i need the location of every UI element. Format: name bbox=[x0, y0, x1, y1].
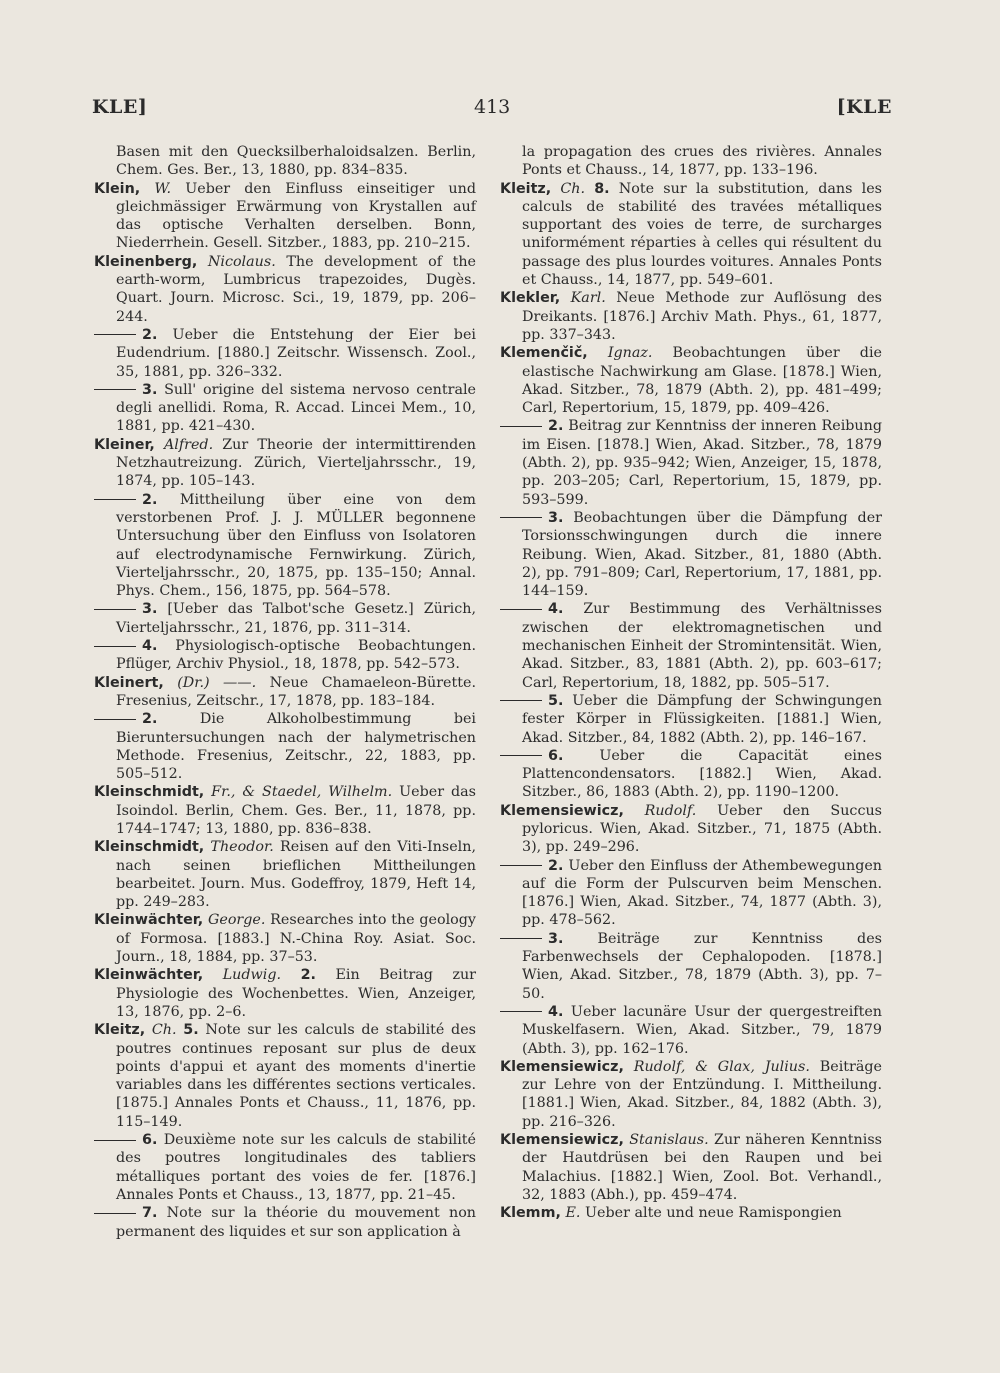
entry-text: Ueber die Capacität eines Plattencondensators. [1882.] Wien, Akad. Sitzber., 86, 1883 (Abth. 2), pp. 1190–1200. bbox=[522, 747, 882, 801]
entry-text: Deuxième note sur les calculs de stabilité des poutres longitudinales des tabliers métalliques portant des voies de fer. [1876.] Annales Ponts et Chauss., 13, 1877, pp. 21–45. bbox=[116, 1132, 476, 1203]
entry-number: 2. bbox=[548, 857, 564, 874]
author-given-name: Alfred. bbox=[163, 436, 214, 453]
author-given-name: George. bbox=[207, 912, 266, 929]
entry-number: 5. bbox=[548, 692, 564, 709]
bibliography-entry bbox=[500, 857, 882, 930]
bibliography-entry bbox=[94, 253, 476, 326]
bibliography-entry bbox=[94, 710, 476, 783]
entry-number: 6. bbox=[548, 747, 564, 764]
author-name: Kleitz, bbox=[500, 180, 552, 197]
author-given-name: Ch. bbox=[151, 1022, 177, 1039]
entry-text: Note sur les calculs de stabilité des poutres continues reposant sur plus de deux points d'appui et ayant des moments d'inertie variables dans les différentes sections verticales. [1875.] Annales Ponts et Chauss., 11, 1876, pp. 115–149. bbox=[116, 1022, 476, 1130]
entry-text: Neue Chamaeleon-Bürette. Fresenius, Zeitschr., 17, 1878, pp. 183–184. bbox=[116, 674, 476, 709]
left-column bbox=[94, 143, 476, 1241]
entry-text: Ueber den Einfluss der Athembewegungen auf die Form der Pulscurven beim Menschen. [1876.] Wien, Akad. Sitzber., 74, 1877 (Abth. 3), pp. 478–562. bbox=[522, 857, 883, 929]
entry-number: 3. bbox=[548, 930, 564, 947]
author-given-name: Stanislaus. bbox=[629, 1132, 709, 1149]
entry-text: Reisen auf den Viti-Inseln, nach seinen brieflichen Mittheilungen bearbeitet. Journ. Mus. Godeffroy, 1879, Heft 14, pp. 249–283. bbox=[116, 839, 477, 911]
bibliography-entry bbox=[500, 692, 882, 747]
ditto-dash bbox=[94, 609, 136, 610]
bibliography-entry bbox=[94, 1131, 476, 1204]
author-name: Klemensiewicz, bbox=[500, 802, 624, 819]
entry-number: 3. bbox=[142, 601, 158, 618]
author-given-name: W. bbox=[154, 180, 172, 197]
entry-text: Note sur la substitution, dans les calculs de stabilité des travées métalliques supportant des voies de terre, de surcharges uniformément réparties à celles qui résultent du passage des plus lourdes voitures. Annales Ponts et Chauss., 14, 1877, pp. 549–601. bbox=[522, 180, 882, 289]
author-given-name: Fr., & Staedel, Wilhelm. bbox=[211, 784, 393, 801]
entry-number: 2. bbox=[142, 711, 158, 728]
bibliography-entry bbox=[500, 802, 882, 857]
entry-text: Sull' origine del sistema nervoso centrale degli anellidi. Roma, R. Accad. Lincei Mem., 10, 1881, pp. 421–430. bbox=[116, 381, 477, 435]
ditto-dash bbox=[500, 1011, 542, 1012]
bibliography-entry bbox=[500, 1204, 882, 1222]
bibliography-entry bbox=[500, 180, 882, 290]
entry-text: Note sur la théorie du mouvement non permanent des liquides et sur son application à bbox=[116, 1205, 477, 1240]
author-given-name: Ignaz. bbox=[607, 345, 653, 362]
entry-number: 3. bbox=[548, 509, 564, 526]
entry-text: Die Alkoholbestimmung bei Bieruntersuchungen nach der halymetrischen Methode. Fresenius, Zeitschr., 22, 1883, pp. 505–512. bbox=[116, 711, 477, 783]
entry-text: la propagation des crues des rivières. Annales Ponts et Chauss., 14, 1877, pp. 133–196. bbox=[522, 144, 882, 179]
ditto-dash bbox=[500, 426, 542, 427]
author-name: Kleinschmidt, bbox=[94, 784, 205, 801]
entry-text: Zur näheren Kenntniss der Hautdrüsen bei den Raupen und bei Malachius. [1882.] Wien, Zool. Bot. Verhandl., 32, 1883 (Abh.), pp. 459–474. bbox=[522, 1132, 883, 1203]
running-header bbox=[92, 96, 892, 124]
author-given-name: Nicolaus. bbox=[207, 253, 276, 270]
author-name: Kleinenberg, bbox=[94, 253, 198, 270]
author-name: Kleinwächter, bbox=[94, 967, 204, 984]
entry-text: Ein Beitrag zur Physiologie des Wochenbettes. Wien, Anzeiger, 13, 1876, pp. 2–6. bbox=[116, 967, 477, 1020]
ditto-dash bbox=[94, 719, 136, 720]
entry-text: Beiträge zur Kenntniss des Farbenwechsels der Cephalopoden. [1878.] Wien, Akad. Sitzber., 78, 1879 (Abth. 3), pp. 7–50. bbox=[522, 930, 883, 1002]
entry-text: Ueber den Einfluss einseitiger und gleichmässiger Erwärmung von Krystallen auf das optische Verhalten derselben. Bonn, Niederrhein. Gesell. Sitzber., 1883, pp. 210–215. bbox=[116, 180, 477, 252]
entry-number: 5. bbox=[183, 1022, 199, 1039]
author-name: Klemensiewicz, bbox=[500, 1058, 624, 1075]
ditto-dash bbox=[94, 1140, 136, 1141]
ditto-dash bbox=[500, 865, 542, 866]
entry-text: Ueber die Dämpfung der Schwingungen fester Körper in Flüssigkeiten. [1881.] Wien, Akad. Sitzber., 84, 1882 (Abth. 2), pp. 146–167. bbox=[522, 692, 882, 746]
ditto-dash bbox=[94, 499, 136, 500]
bibliography-entry bbox=[94, 966, 476, 1021]
author-given-name: (Dr.) ——. bbox=[177, 674, 257, 691]
entry-text: Zur Theorie der intermittirenden Netzhautreizung. Zürich, Vierteljahrsschr., 19, 1874, pp. 105–143. bbox=[116, 436, 477, 490]
bibliography-entry bbox=[94, 180, 476, 253]
bibliography-entry bbox=[94, 783, 476, 838]
author-given-name: Rudolf, & Glax, Julius. bbox=[633, 1058, 810, 1075]
ditto-dash bbox=[500, 700, 542, 701]
page-number: 413 bbox=[474, 96, 511, 118]
bibliography-entry bbox=[94, 436, 476, 491]
bibliography-entry bbox=[500, 1058, 882, 1131]
author-given-name: Rudolf. bbox=[644, 802, 697, 819]
bibliography-entry bbox=[94, 143, 476, 180]
entry-number: 8. bbox=[594, 180, 610, 197]
ditto-dash bbox=[500, 517, 542, 518]
entry-text: Ueber lacunäre Usur der quergestreiften Muskelfasern. Wien, Akad. Sitzber., 79, 1879 (Abth. 3), pp. 162–176. bbox=[522, 1003, 883, 1057]
entry-number: 4. bbox=[548, 601, 564, 618]
entry-number: 6. bbox=[142, 1132, 158, 1149]
entry-text: Neue Methode zur Auflösung des Dreikants. [1876.] Archiv Math. Phys., 61, 1877, pp. 337–343. bbox=[522, 290, 883, 343]
header-left: KLE] bbox=[92, 96, 148, 118]
entry-text: Beitrag zur Kenntniss der inneren Reibung im Eisen. [1878.] Wien, Akad. Sitzber., 78, 1879 (Abth. 2), pp. 935–942; Wien, Anzeiger, 15, 1878, pp. 203–205; Carl, Repertorium, 15, 1879, pp. 593–599. bbox=[522, 418, 882, 508]
ditto-dash bbox=[94, 389, 136, 390]
entry-number: 7. bbox=[142, 1205, 158, 1222]
ditto-dash bbox=[94, 646, 136, 647]
bibliography-entry bbox=[500, 930, 882, 1003]
entry-text: Ueber die Entstehung der Eier bei Eudendrium. [1880.] Zeitschr. Wissensch. Zool., 35, 1881, pp. 326–332. bbox=[116, 326, 476, 380]
entry-number: 2. bbox=[142, 326, 158, 343]
bibliography-entry bbox=[94, 491, 476, 601]
entry-text: Beiträge zur Lehre von der Entzündung. I. Mittheilung. [1881.] Wien, Akad. Sitzber., 84, 1882 (Abth. 3), pp. 216–326. bbox=[522, 1058, 883, 1130]
entry-text: Ueber das Isoindol. Berlin, Chem. Ges. Ber., 11, 1878, pp. 1744–1747; 13, 1880, pp. 836–838. bbox=[116, 784, 476, 837]
entry-number: 3. bbox=[142, 381, 158, 398]
bibliography-entry bbox=[94, 600, 476, 637]
entry-text: Beobachtungen über die elastische Nachwirkung am Glase. [1878.] Wien, Akad. Sitzber., 78, 1879 (Abth. 2), pp. 481–499; Carl, Repertorium, 15, 1879, pp. 409–426. bbox=[522, 345, 882, 417]
ditto-dash bbox=[500, 938, 542, 939]
author-name: Kleinwächter, bbox=[94, 912, 204, 929]
entry-number: 2. bbox=[300, 967, 316, 984]
header-right: [KLE bbox=[836, 96, 892, 118]
bibliography-entry bbox=[500, 1003, 882, 1058]
author-name: Klemensiewicz, bbox=[500, 1132, 624, 1149]
author-name: Klemm, bbox=[500, 1205, 561, 1222]
bibliography-entry bbox=[500, 344, 882, 417]
bibliography-entry bbox=[500, 747, 882, 802]
ditto-dash bbox=[500, 609, 542, 610]
entry-text: [Ueber das Talbot'sche Gesetz.] Zürich, Vierteljahrsschr., 21, 1876, pp. 311–314. bbox=[116, 601, 477, 636]
entry-text: Ueber alte und neue Ramispongien bbox=[584, 1205, 842, 1222]
entry-text: Basen mit den Quecksilberhaloidsalzen. Berlin, Chem. Ges. Ber., 13, 1880, pp. 834–835. bbox=[116, 144, 476, 179]
bibliography-entry bbox=[500, 1131, 882, 1204]
bibliography-entry bbox=[94, 674, 476, 711]
bibliography-entry bbox=[94, 1021, 476, 1131]
ditto-dash bbox=[94, 334, 136, 335]
bibliography-entry bbox=[500, 143, 882, 180]
author-name: Klemenčič, bbox=[500, 345, 588, 362]
author-name: Kleinert, bbox=[94, 674, 164, 691]
author-given-name: Theodor. bbox=[210, 839, 274, 856]
entry-number: 4. bbox=[142, 638, 158, 655]
bibliography-entry bbox=[500, 417, 882, 508]
ditto-dash bbox=[500, 755, 542, 756]
bibliography-entry bbox=[94, 911, 476, 966]
entry-text: Mittheilung über eine von dem verstorbenen Prof. J. J. MÜLLER begonnene Untersuchung über den Einfluss von Isolatoren auf electrodynamische Fernwirkung. Zürich, Vierteljahrsschr., 20, 1875, pp. 135–150; Annal. Phys. Chem., 156, 1875, pp. 564–578. bbox=[116, 491, 476, 600]
ditto-dash bbox=[94, 1213, 136, 1214]
entry-text: Physiologisch-optische Beobachtungen. Pflüger, Archiv Physiol., 18, 1878, pp. 542–573. bbox=[116, 638, 476, 673]
bibliography-entry bbox=[94, 838, 476, 911]
entry-text: Zur Bestimmung des Verhältnisses zwischen der elektromagnetischen und mechanischen Einheit der Stromintensität. Wien, Akad. Sitzber., 83, 1881 (Abth. 2), pp. 603–617; Carl, Repertorium, 18, 1882, pp. 505–517. bbox=[522, 601, 882, 691]
author-given-name: E. bbox=[565, 1205, 581, 1222]
bibliography-entry bbox=[500, 600, 882, 691]
author-given-name: Ludwig. bbox=[222, 967, 282, 984]
entry-text: The development of the earth-worm, Lumbricus trapezoides, Dugès. Quart. Journ. Microsc. Sci., 19, 1879, pp. 206–244. bbox=[116, 253, 477, 325]
author-name: Kleinschmidt, bbox=[94, 839, 205, 856]
author-name: Kleitz, bbox=[94, 1022, 146, 1039]
entry-number: 2. bbox=[142, 491, 158, 508]
author-name: Klein, bbox=[94, 180, 141, 197]
entry-text: Researches into the geology of Formosa. [1883.] N.-China Roy. Asiat. Soc. Journ., 18, 1884, pp. 37–53. bbox=[116, 912, 476, 966]
entry-text: Beobachtungen über die Dämpfung der Torsionsschwingungen durch die innere Reibung. Wien, Akad. Sitzber., 81, 1880 (Abth. 2), pp. 791–809; Carl, Repertorium, 17, 1881, pp. 144–159. bbox=[522, 509, 883, 600]
bibliography-entry bbox=[94, 1204, 476, 1241]
entry-text: Ueber den Succus pyloricus. Wien, Akad. Sitzber., 71, 1875 (Abth. 3), pp. 249–296. bbox=[522, 802, 882, 856]
bibliography-entry bbox=[94, 381, 476, 436]
bibliography-entry bbox=[94, 637, 476, 674]
bibliography-entry bbox=[500, 509, 882, 600]
bibliography-entry bbox=[94, 326, 476, 381]
author-name: Kleiner, bbox=[94, 436, 155, 453]
entry-number: 4. bbox=[548, 1003, 564, 1020]
author-name: Klekler, bbox=[500, 290, 561, 307]
entry-number: 2. bbox=[548, 418, 564, 435]
right-column bbox=[500, 143, 882, 1223]
author-given-name: Ch. bbox=[560, 180, 586, 197]
author-given-name: Karl. bbox=[570, 290, 606, 307]
bibliography-entry bbox=[500, 289, 882, 344]
